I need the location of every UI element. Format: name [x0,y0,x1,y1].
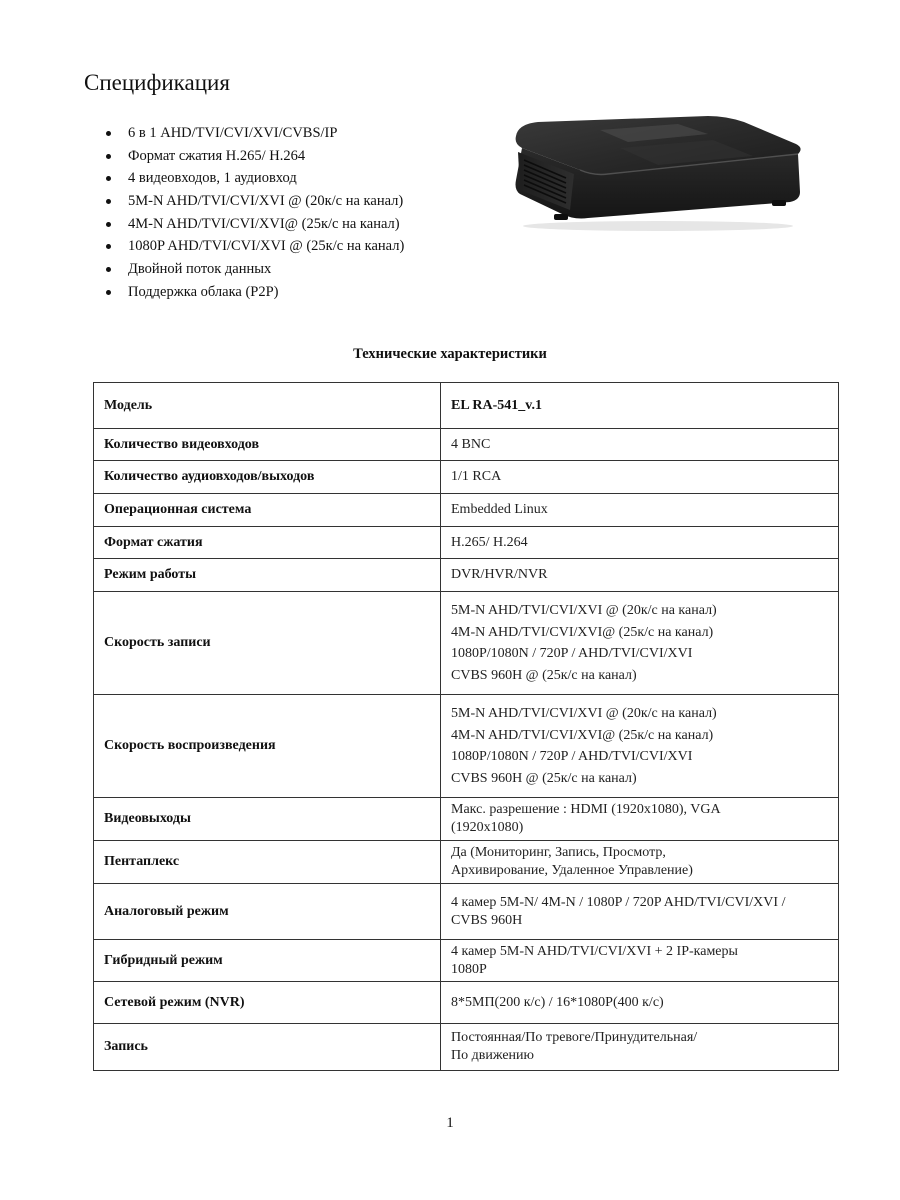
row-value: Embedded Linux [441,494,839,527]
row-value: DVR/HVR/NVR [441,559,839,592]
table-row [94,884,839,940]
row-value: Постоянная/По тревоге/Принудительная/ По движению [441,1024,839,1071]
row-key: Количество аудиовходов/выходов [94,461,441,494]
bullet-icon [106,176,111,181]
table-row [94,527,839,559]
table-row [94,383,839,429]
table-row [94,982,839,1024]
feature-item: Двойной поток данных [104,258,404,281]
row-key: Аналоговый режим [94,884,441,940]
table-row [94,592,839,695]
row-key: Формат сжатия [94,527,441,559]
feature-list [104,122,404,304]
bullet-icon [106,199,111,204]
table-row [94,1024,839,1071]
feature-item: 6 в 1 AHD/TVI/CVI/XVI/CVBS/IP [104,122,404,145]
row-key: Гибридный режим [94,940,441,982]
row-value: 8*5МП(200 к/с) / 16*1080P(400 к/с) [441,982,839,1024]
row-value: Да (Мониторинг, Запись, Просмотр, Архивирование, Удаленное Управление) [441,841,839,884]
row-key: Сетевой режим (NVR) [94,982,441,1024]
feature-item: 4 видеовходов, 1 аудиовход [104,167,404,190]
row-key: Скорость воспроизведения [94,695,441,798]
row-value: 4 BNC [441,429,839,461]
bullet-icon [106,290,111,295]
spec-table [93,382,839,1071]
feature-item: 1080P AHD/TVI/CVI/XVI @ (25к/с на канал) [104,235,404,258]
row-key: Количество видеовходов [94,429,441,461]
page-title: Спецификация [84,70,230,95]
row-value: EL RA-541_v.1 [441,383,839,429]
feature-item: 5M-N AHD/TVI/CVI/XVI @ (20к/с на канал) [104,190,404,213]
row-key: Запись [94,1024,441,1071]
table-row [94,461,839,494]
row-value: Макс. разрешение : HDMI (1920x1080), VGA (1920x1080) [441,798,839,841]
feature-item: Поддержка облака (P2P) [104,281,404,304]
bullet-icon [106,244,111,249]
bullet-icon [106,267,111,272]
table-row [94,429,839,461]
table-row [94,559,839,592]
table-row [94,940,839,982]
row-value: H.265/ H.264 [441,527,839,559]
row-key: Пентаплекс [94,841,441,884]
feature-item: 4M-N AHD/TVI/CVI/XVI@ (25к/с на канал) [104,213,404,236]
row-key: Режим работы [94,559,441,592]
row-key: Скорость записи [94,592,441,695]
bullet-icon [106,154,111,159]
row-value: 5M-N AHD/TVI/CVI/XVI @ (20к/с на канал) 4M-N AHD/TVI/CVI/XVI@ (25к/с на канал) 1080P/1080N / 720P / AHD/TVI/CVI/XVI CVBS 960H @ (25к/с на канал) [441,592,839,695]
row-value: 5M-N AHD/TVI/CVI/XVI @ (20к/с на канал) 4M-N AHD/TVI/CVI/XVI@ (25к/с на канал) 1080P/1080N / 720P / AHD/TVI/CVI/XVI CVBS 960H @ (25к/с на канал) [441,695,839,798]
page-number: 1 [446,1115,454,1131]
bullet-icon [106,222,111,227]
feature-item: Формат сжатия H.265/ H.264 [104,145,404,168]
dvr-device-image [508,110,806,232]
row-value: 4 камер 5M-N AHD/TVI/CVI/XVI + 2 IP-камеры 1080P [441,940,839,982]
row-key: Модель [94,383,441,429]
table-row [94,798,839,841]
table-caption: Технические характеристики [353,346,547,362]
row-value: 1/1 RCA [441,461,839,494]
table-row [94,695,839,798]
row-key: Операционная система [94,494,441,527]
bullet-icon [106,131,111,136]
row-value: 4 камер 5M-N/ 4M-N / 1080P / 720P AHD/TVI/CVI/XVI / CVBS 960H [441,884,839,940]
table-row [94,494,839,527]
table-row [94,841,839,884]
row-key: Видеовыходы [94,798,441,841]
